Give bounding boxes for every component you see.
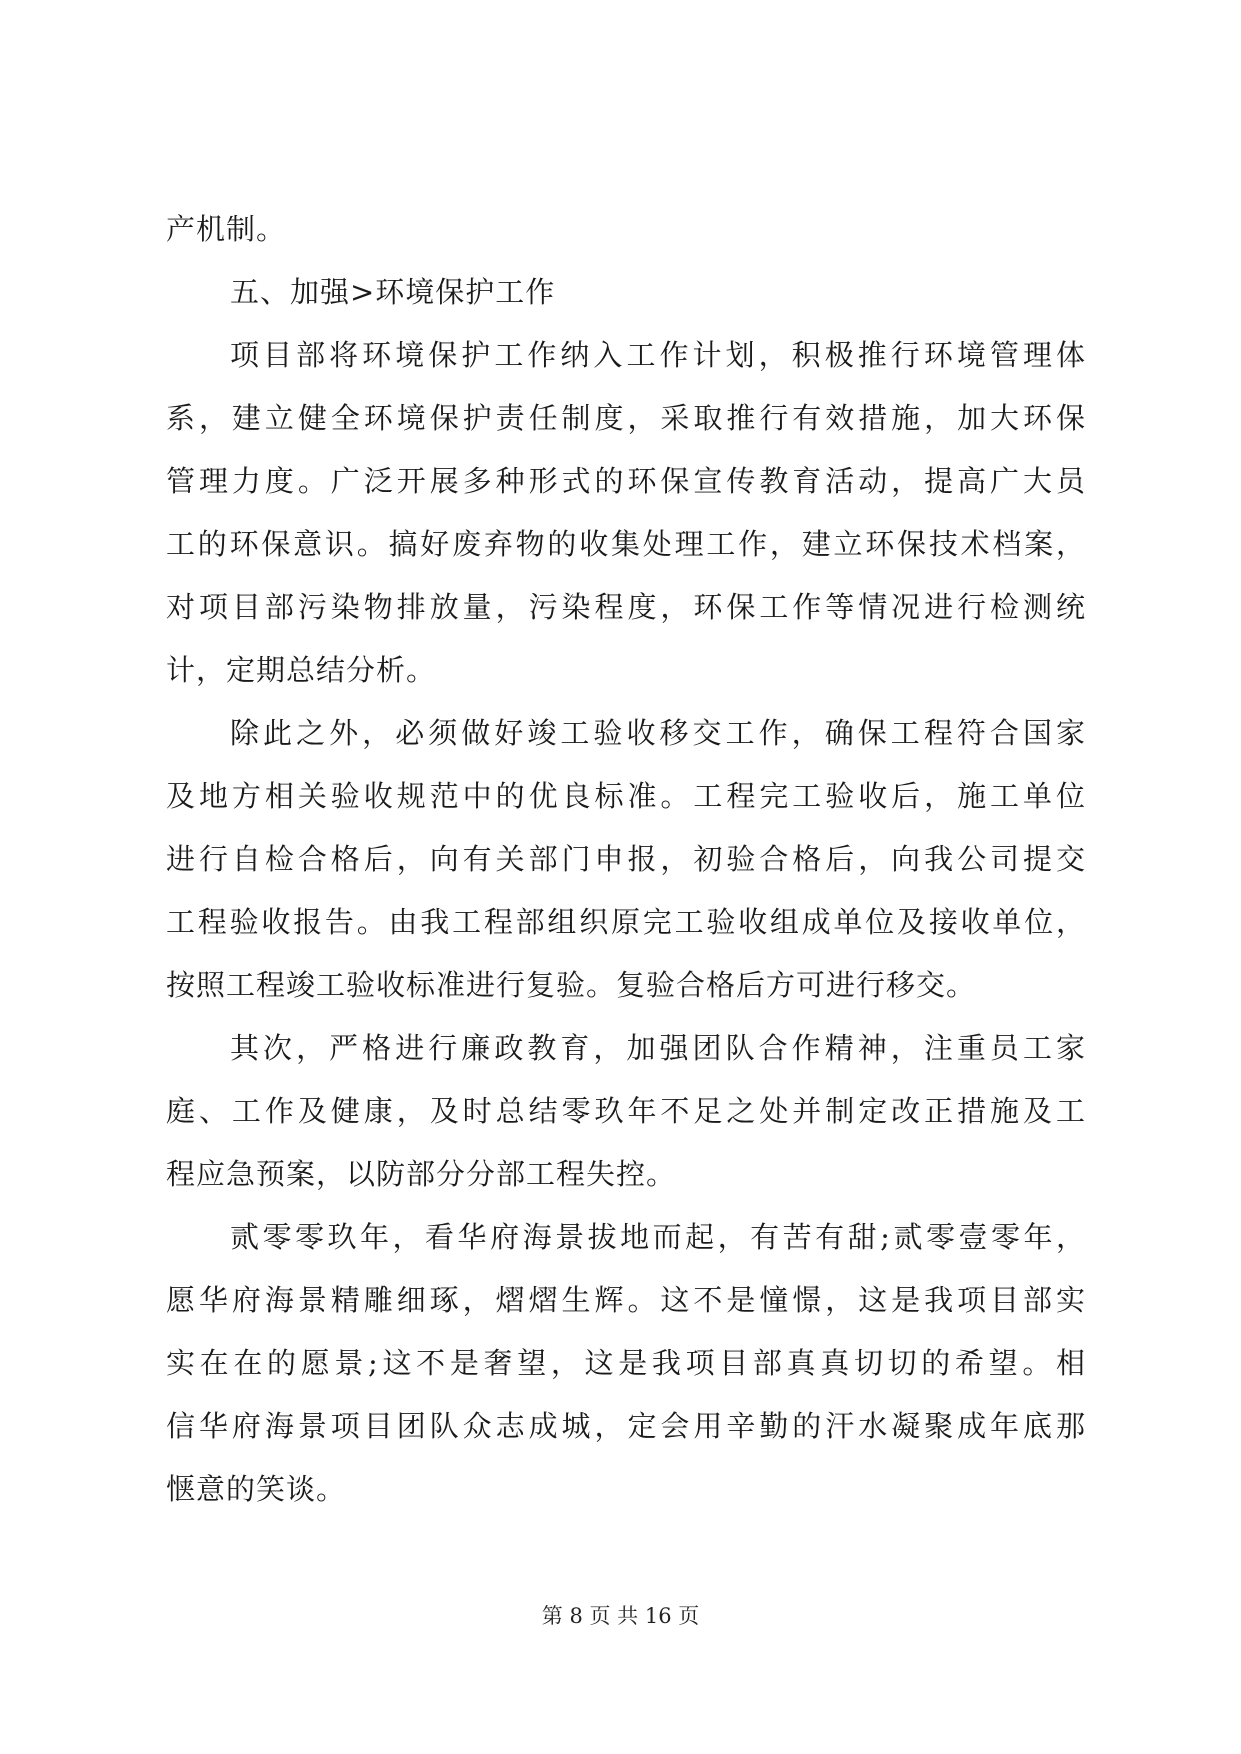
text-line: 对项目部污染物排放量，污染程度，环保工作等情况进行检测统 bbox=[166, 590, 1086, 624]
text-line: 管理力度。广泛开展多种形式的环保宣传教育活动，提高广大员 bbox=[166, 464, 1086, 498]
text-line: 工程验收报告。由我工程部组织原完工验收组成单位及接收单位， bbox=[166, 905, 1086, 939]
text-line: 五、加强>环境保护工作 bbox=[230, 275, 556, 309]
text-line: 工的环保意识。搞好废弃物的收集处理工作，建立环保技术档案， bbox=[166, 527, 1086, 561]
text-line: 贰零零玖年，看华府海景拔地而起，有苦有甜;贰零壹零年， bbox=[230, 1220, 1086, 1254]
text-line: 庭、工作及健康，及时总结零玖年不足之处并制定改正措施及工 bbox=[166, 1094, 1086, 1128]
text-line: 项目部将环境保护工作纳入工作计划，积极推行环境管理体 bbox=[230, 338, 1086, 372]
text-line: 及地方相关验收规范中的优良标准。工程完工验收后，施工单位 bbox=[166, 779, 1086, 813]
text-line: 实在在的愿景;这不是奢望，这是我项目部真真切切的希望。相 bbox=[166, 1346, 1086, 1380]
document-body bbox=[166, 198, 1086, 1521]
text-line: 程应急预案，以防部分分部工程失控。 bbox=[166, 1157, 677, 1191]
text-line: 按照工程竣工验收标准进行复验。复验合格后方可进行移交。 bbox=[166, 968, 977, 1002]
text-line: 信华府海景项目团队众志成城，定会用辛勤的汗水凝聚成年底那 bbox=[166, 1409, 1086, 1443]
text-line: 惬意的笑谈。 bbox=[166, 1472, 347, 1506]
text-line: 进行自检合格后，向有关部门申报，初验合格后，向我公司提交 bbox=[166, 842, 1086, 876]
text-line: 计，定期总结分析。 bbox=[166, 653, 437, 687]
page-footer: 第 8 页 共 16 页 bbox=[541, 1604, 700, 1628]
text-line: 产机制。 bbox=[166, 212, 287, 246]
text-line: 其次，严格进行廉政教育，加强团队合作精神，注重员工家 bbox=[230, 1031, 1086, 1065]
text-line: 系，建立健全环境保护责任制度，采取推行有效措施，加大环保 bbox=[166, 401, 1086, 435]
text-line: 除此之外，必须做好竣工验收移交工作，确保工程符合国家 bbox=[230, 716, 1086, 750]
text-line: 愿华府海景精雕细琢，熠熠生辉。这不是憧憬，这是我项目部实 bbox=[166, 1283, 1086, 1317]
